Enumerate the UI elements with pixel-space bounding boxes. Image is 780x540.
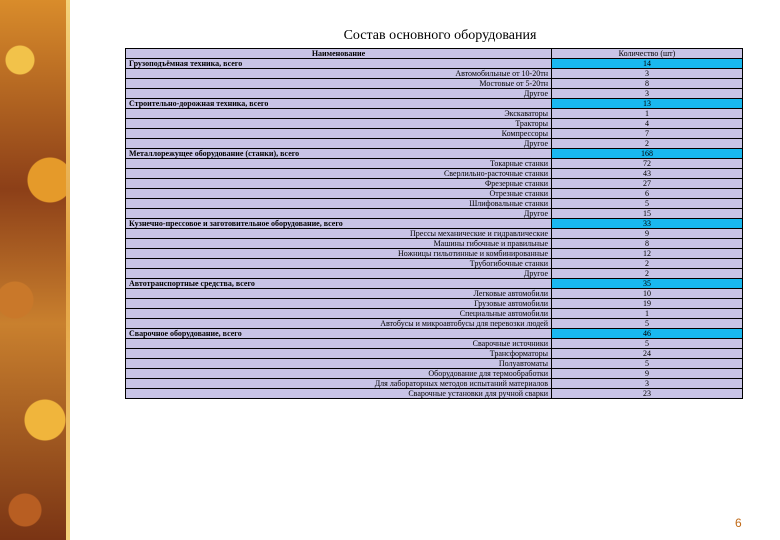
row-qty: 27 xyxy=(552,179,743,189)
decorative-side-image xyxy=(0,0,70,540)
row-name: Грузовые автомобили xyxy=(126,299,552,309)
category-row xyxy=(126,219,743,229)
row-name: Кузнечно-прессовое и заготовительное оборудование, всего xyxy=(126,219,552,229)
table-row xyxy=(126,109,743,119)
row-qty: 3 xyxy=(552,69,743,79)
row-name: Мостовые от 5-20тн xyxy=(126,79,552,89)
row-name: Сварочные источники xyxy=(126,339,552,349)
table-row xyxy=(126,339,743,349)
row-qty: 5 xyxy=(552,199,743,209)
table-row xyxy=(126,129,743,139)
row-name: Трансформаторы xyxy=(126,349,552,359)
row-qty: 46 xyxy=(552,329,743,339)
row-qty: 12 xyxy=(552,249,743,259)
category-row xyxy=(126,59,743,69)
table-row xyxy=(126,359,743,369)
table-row xyxy=(126,119,743,129)
table-header-row xyxy=(126,49,743,59)
row-qty: 24 xyxy=(552,349,743,359)
category-row xyxy=(126,279,743,289)
row-qty: 19 xyxy=(552,299,743,309)
table-row xyxy=(126,259,743,269)
table-row xyxy=(126,369,743,379)
row-name: Другое xyxy=(126,269,552,279)
row-name: Оборудование для термообработки xyxy=(126,369,552,379)
table-row xyxy=(126,69,743,79)
table-row xyxy=(126,89,743,99)
row-qty: 13 xyxy=(552,99,743,109)
page-number: 6 xyxy=(735,516,742,530)
row-qty: 10 xyxy=(552,289,743,299)
row-qty: 2 xyxy=(552,269,743,279)
equipment-table xyxy=(125,48,743,399)
row-name: Автотранспортные средства, всего xyxy=(126,279,552,289)
row-name: Сварочное оборудование, всего xyxy=(126,329,552,339)
row-qty: 33 xyxy=(552,219,743,229)
row-qty: 8 xyxy=(552,239,743,249)
row-qty: 14 xyxy=(552,59,743,69)
row-name: Отрезные станки xyxy=(126,189,552,199)
table-row xyxy=(126,159,743,169)
table-row xyxy=(126,289,743,299)
table-row xyxy=(126,309,743,319)
table-row xyxy=(126,249,743,259)
table-row xyxy=(126,189,743,199)
table-row xyxy=(126,229,743,239)
table-row xyxy=(126,389,743,399)
row-name: Фрезерные станки xyxy=(126,179,552,189)
row-qty: 2 xyxy=(552,259,743,269)
row-qty: 8 xyxy=(552,79,743,89)
row-qty: 15 xyxy=(552,209,743,219)
row-name: Сверлильно-расточные станки xyxy=(126,169,552,179)
table-row xyxy=(126,209,743,219)
row-name: Тракторы xyxy=(126,119,552,129)
row-qty: 3 xyxy=(552,379,743,389)
row-qty: 1 xyxy=(552,309,743,319)
row-qty: 72 xyxy=(552,159,743,169)
header-name: Наименование xyxy=(126,49,552,59)
row-qty: 5 xyxy=(552,339,743,349)
row-qty: 43 xyxy=(552,169,743,179)
row-qty: 6 xyxy=(552,189,743,199)
row-qty: 9 xyxy=(552,229,743,239)
row-name: Другое xyxy=(126,209,552,219)
table-row xyxy=(126,169,743,179)
row-name: Грузоподъёмная техника, всего xyxy=(126,59,552,69)
row-name: Металлорежущее оборудование (станки), всего xyxy=(126,149,552,159)
row-name: Ножницы гильотинные и комбинированные xyxy=(126,249,552,259)
row-name: Трубогибочные станки xyxy=(126,259,552,269)
row-qty: 35 xyxy=(552,279,743,289)
row-qty: 2 xyxy=(552,139,743,149)
row-name: Автомобильные от 10-20тн xyxy=(126,69,552,79)
table-row xyxy=(126,349,743,359)
category-row xyxy=(126,329,743,339)
row-name: Компрессоры xyxy=(126,129,552,139)
row-name: Легковые автомобили xyxy=(126,289,552,299)
row-name: Для лабораторных методов испытаний материалов xyxy=(126,379,552,389)
row-name: Строительно-дорожная техника, всего xyxy=(126,99,552,109)
row-qty: 7 xyxy=(552,129,743,139)
row-name: Другое xyxy=(126,89,552,99)
row-qty: 1 xyxy=(552,109,743,119)
row-qty: 9 xyxy=(552,369,743,379)
table-row xyxy=(126,179,743,189)
table-row xyxy=(126,199,743,209)
decorative-edge xyxy=(66,0,70,540)
table-row xyxy=(126,79,743,89)
row-qty: 4 xyxy=(552,119,743,129)
row-name: Полуавтоматы xyxy=(126,359,552,369)
row-qty: 23 xyxy=(552,389,743,399)
table-row xyxy=(126,299,743,309)
row-name: Токарные станки xyxy=(126,159,552,169)
row-name: Другое xyxy=(126,139,552,149)
table-row xyxy=(126,269,743,279)
row-qty: 168 xyxy=(552,149,743,159)
row-qty: 5 xyxy=(552,359,743,369)
row-name: Прессы механические и гидравлические xyxy=(126,229,552,239)
table-row xyxy=(126,239,743,249)
table-row xyxy=(126,379,743,389)
row-name: Специальные автомобили xyxy=(126,309,552,319)
row-name: Сварочные установки для ручной сварки xyxy=(126,389,552,399)
row-name: Шлифовальные станки xyxy=(126,199,552,209)
table-row xyxy=(126,319,743,329)
header-qty: Количество (шт) xyxy=(552,49,743,59)
table-row xyxy=(126,139,743,149)
row-qty: 3 xyxy=(552,89,743,99)
category-row xyxy=(126,149,743,159)
category-row xyxy=(126,99,743,109)
row-name: Машины гибочные и правильные xyxy=(126,239,552,249)
row-name: Автобусы и микроавтобусы для перевозки людей xyxy=(126,319,552,329)
slide-title: Состав основного оборудования xyxy=(343,28,537,43)
row-qty: 5 xyxy=(552,319,743,329)
row-name: Экскаваторы xyxy=(126,109,552,119)
